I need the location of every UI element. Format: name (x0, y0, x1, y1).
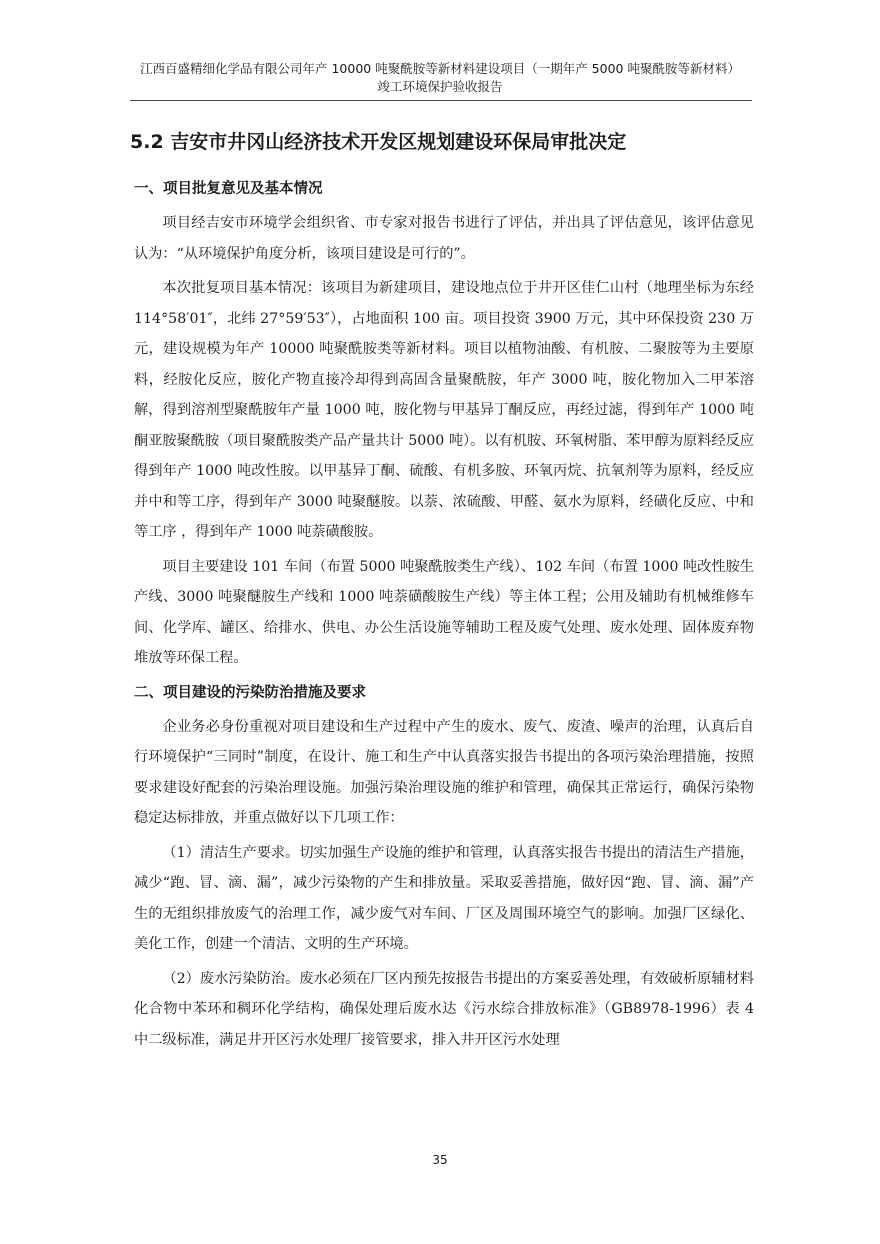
paragraph: 项目主要建设 101 车间（布置 5000 吨聚酰胺类生产线）、102 车间（布置 1000 吨改性胺生产线、3000 吨聚醚胺生产线和 1000 吨萘磺酸胺生产线）等主体工程；公用及辅助有机械维修车间、化学库、罐区、给排水、供电、办公生活设施等辅助工程及废气处理、废水处理、固体废弃物堆放等环保工程。 (134, 558, 754, 666)
document-body (134, 170, 754, 1055)
header-line-2: 竣工环境保护验收报告 (377, 79, 503, 94)
paragraph: 企业务必身份重视对项目建设和生产过程中产生的废水、废气、废渣、噪声的治理，认真后自行环境保护“三同时”制度，在设计、施工和生产中认真落实报告书提出的各项污染治理措施，按照要求建设好配套的污染治理设施。加强污染治理设施的维护和管理，确保其正常运行，确保污染物稳定达标排放，并重点做好以下几项工作： (134, 718, 754, 826)
paragraph: （2）废水污染防治。废水必须在厂区内预先按报告书提出的方案妥善处理，有效破析原辅材料化合物中苯环和稠环化学结构，确保处理后废水达《污水综合排放标准》（GB8978-1996）表 4 中二级标准，满足井开区污水处理厂接管要求，排入井开区污水处理 (134, 970, 754, 1048)
header-divider (130, 100, 752, 101)
part2-heading: 二、项目建设的污染防治措施及要求 (134, 684, 366, 701)
paragraph: 本次批复项目基本情况：该项目为新建项目，建设地点位于井开区佳仁山村（地理坐标为东经 114°58′01″，北纬 27°59′53″），占地面积 100 亩。项目投资 3900 万元，其中环保投资 230 万元，建设规模为年产 10000 吨聚酰胺类等新材料。项目以植物油酸、有机胺、二聚胺等为主要原料，经胺化反应，胺化产物直接冷却得到高固含量聚酰胺，年产 3000 吨，胺化物加入二甲苯溶解，得到溶剂型聚酰胺年产量 1000 吨，胺化物与甲基异丁酮反应，再经过滤，得到年产 1000 吨酮亚胺聚酰胺（项目聚酰胺类产品产量共计 5000 吨）。以有机胺、环氧树脂、苯甲醇为原料经反应得到年产 1000 吨改性胺。以甲基异丁酮、硫酸、有机多胺、环氧丙烷、抗氧剂等为原料，经反应并中和等工序，得到年产 3000 吨聚醚胺。以萘、浓硫酸、甲醛、氨水为原料，经磺化反应、中和等工序 ，得到年产 1000 吨萘磺酸胺。 (134, 280, 754, 540)
part1-heading: 一、项目批复意见及基本情况 (134, 181, 323, 197)
paragraph: 项目经吉安市环境学会组织省、市专家对报告书进行了评估，并出具了评估意见，该评估意见认为：“从环境保护角度分析，该项目建设是可行的”。 (134, 215, 754, 262)
running-header (100, 60, 780, 96)
paragraph: （1）清洁生产要求。切实加强生产设施的维护和管理，认真落实报告书提出的清洁生产措施，减少“跑、冒、滴、漏”，减少污染物的产生和排放量。采取妥善措施，做好因“跑、冒、滴、漏”产生的无组织排放废气的治理工作，减少废气对车间、厂区及周围环境空气的影响。加强厂区绿化、美化工作，创建一个清洁、文明的生产环境。 (134, 844, 754, 952)
section-title: 5.2 吉安市井冈山经济技术开发区规划建设环保局审批决定 (130, 131, 627, 153)
header-line-1: 江西百盛精细化学品有限公司年产 10000 吨聚酰胺等新材料建设项目（一期年产 5000 吨聚酰胺等新材料） (140, 61, 740, 76)
page-number: 35 (432, 1153, 448, 1167)
